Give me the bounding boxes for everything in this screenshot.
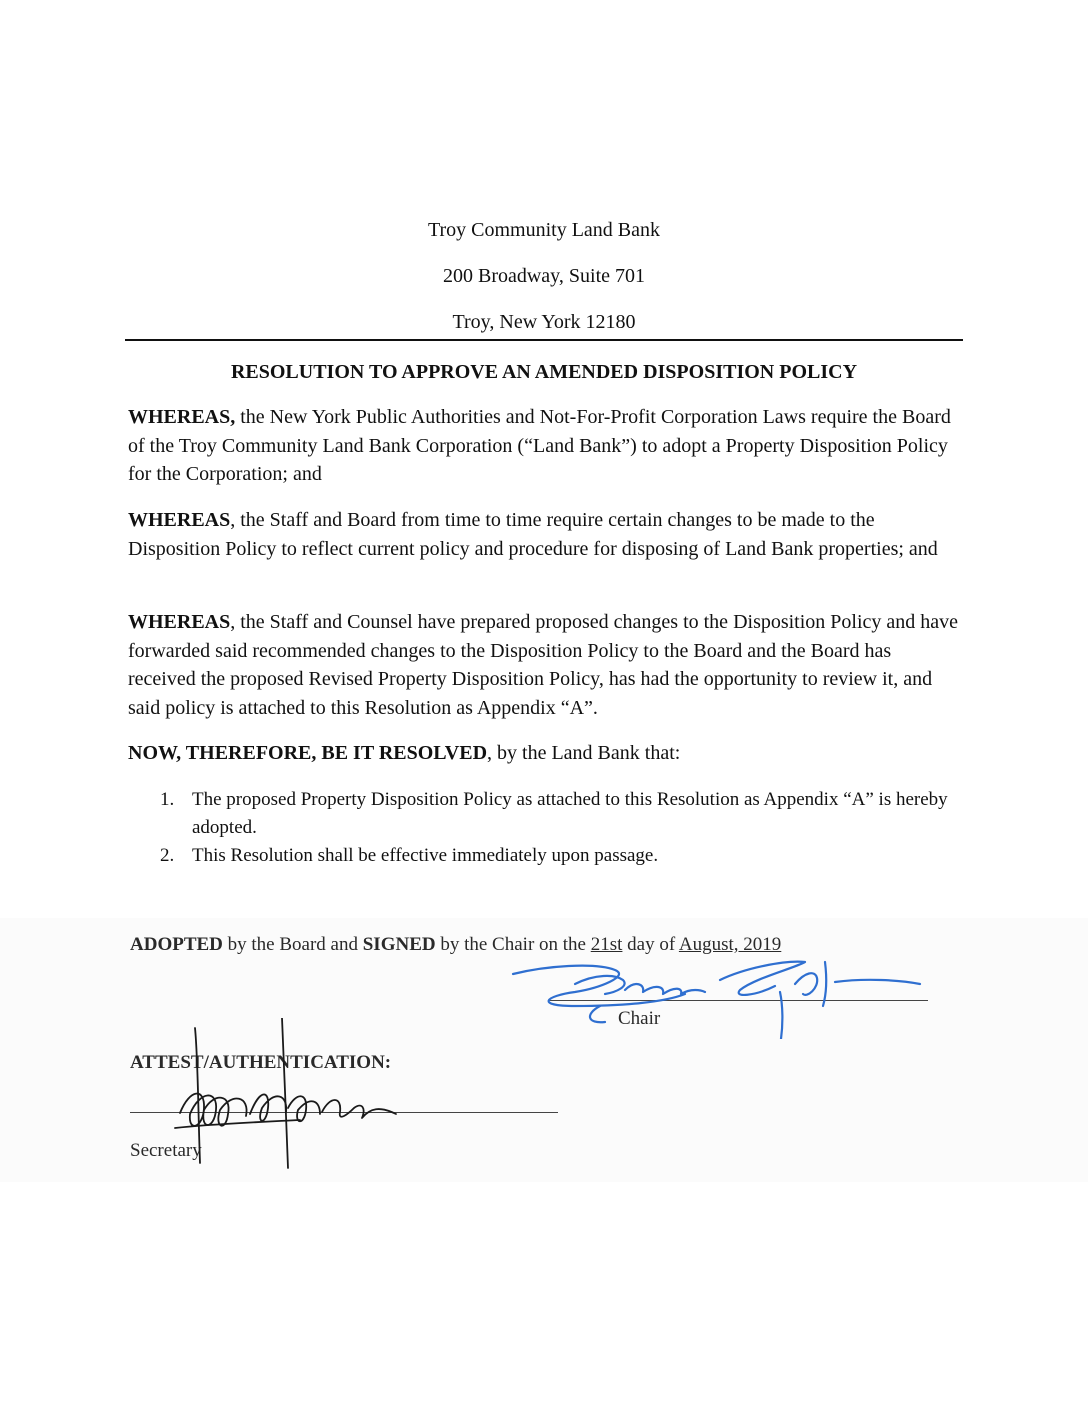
adoption-day-of: day of	[622, 934, 679, 955]
attest-heading: ATTEST/AUTHENTICATION:	[130, 1052, 392, 1073]
list-item-text: This Resolution shall be effective immediately upon passage.	[192, 845, 659, 866]
chair-signature	[505, 944, 925, 1039]
chair-label: Chair	[618, 1008, 661, 1029]
list-item-text: The proposed Property Disposition Policy as attached to this Resolution as Appendix “A” is hereby adopted.	[192, 789, 948, 838]
whereas-paragraph-1	[128, 403, 962, 489]
list-item-number: 1.	[160, 789, 175, 810]
whereas-lead-2: WHEREAS	[128, 509, 231, 531]
adopted-word: ADOPTED	[130, 934, 223, 955]
list-item	[160, 786, 960, 842]
whereas-text-2: , the Staff and Board from time to time require certain changes to be made to the Disposition Policy to reflect current policy and procedure for disposing of Land Bank properties; and	[128, 509, 938, 560]
secretary-signature	[170, 1018, 410, 1178]
resolution-list	[160, 786, 960, 870]
letterhead-divider	[125, 339, 963, 341]
letterhead-address-line2: Troy, New York 12180	[452, 311, 636, 333]
list-item-number: 2.	[160, 845, 175, 866]
adoption-by-chair: by the Chair on the	[435, 934, 591, 955]
adoption-by-board: by the Board and	[222, 934, 363, 955]
list-item	[160, 842, 960, 870]
whereas-lead-1: WHEREAS,	[128, 406, 236, 428]
signed-word: SIGNED	[362, 934, 436, 955]
whereas-paragraph-2	[128, 506, 962, 563]
signature-block	[0, 918, 1088, 1182]
whereas-paragraph-3	[128, 608, 962, 722]
adoption-day: 21st	[590, 934, 623, 955]
letterhead-address-line1: 200 Broadway, Suite 701	[442, 265, 645, 287]
secretary-label: Secretary	[130, 1140, 202, 1161]
resolved-text: , by the Land Bank that:	[487, 742, 681, 764]
adoption-date: August, 2019	[678, 934, 782, 955]
whereas-text-3: , the Staff and Counsel have prepared proposed changes to the Disposition Policy and have forwarded said recommended changes to the Disposition Policy to the Board and the Board has received the proposed Revised Property Disposition Policy, has had the opportunity to review it, and said policy is attached to this Resolution as Appendix “A”.	[128, 611, 959, 719]
letterhead-org-name: Troy Community Land Bank	[427, 219, 661, 241]
whereas-text-1: the New York Public Authorities and Not-For-Profit Corporation Laws require the Board of the Troy Community Land Bank Corporation (“Land Bank”) to adopt a Property Disposition Policy for the Corporation; and	[128, 406, 951, 485]
resolved-paragraph	[128, 739, 962, 768]
whereas-lead-3: WHEREAS	[128, 611, 231, 633]
resolved-lead: NOW, THEREFORE, BE IT RESOLVED	[128, 742, 488, 764]
resolution-title: RESOLUTION TO APPROVE AN AMENDED DISPOSITION POLICY	[230, 361, 858, 383]
